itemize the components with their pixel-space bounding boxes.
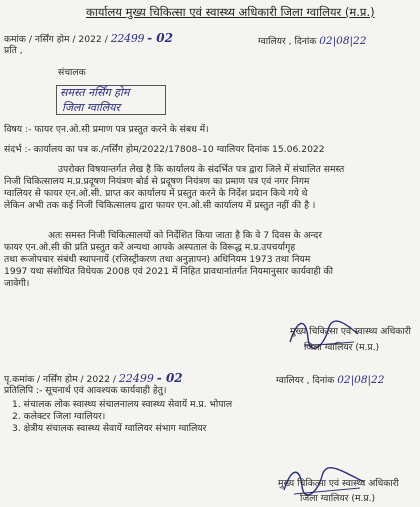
copy-date-line: [276, 374, 384, 387]
copy-ref: [4, 372, 183, 386]
copy-recipient-item: 2. कलेक्टर जिला ग्वालियर।: [12, 411, 106, 422]
prati-label: प्रति ,: [4, 45, 23, 56]
letter-ref-hand-number: 22499: [110, 32, 145, 45]
para1-line: उपरोक्त विषयान्तर्गत लेख है कि कार्यालय के संदर्भित पत्र द्वारा जिले में संचालित समस्त: [58, 164, 345, 175]
copy-ref-prefix: पृ.कमांक / नर्सिंग होम / 2022 /: [4, 374, 116, 385]
signatory-district-2: जिला ग्वालियर (म.प्र.): [300, 493, 376, 504]
para2-line: तथा रूजोपचार संबंधी स्थापनायें (रजिस्ट्रीकरण तथा अनुज्ञापन) अधिनियम 1973 तथा नियम: [4, 254, 311, 265]
letter-ref-hand-suffix: - 02: [147, 31, 173, 45]
letter-date-hand: 02|08|22: [319, 35, 367, 47]
letter-date-label: ग्वालियर , दिनांक: [258, 36, 317, 47]
reference-line: संदर्भ :- कार्यालय का पत्र क./नर्सिंग होम/2022/17808–10 ग्वालियर दिनांक 15.06.2022: [4, 144, 325, 155]
signatory-district-1: जिला ग्वालियर (म.प्र.): [304, 342, 380, 353]
signatory-designation-1: मुख्य चिकित्सा एवं स्वास्थ्य अधिकारी: [290, 326, 411, 337]
copy-date-hand: 02|08|22: [337, 374, 385, 386]
para2-line: अतः समस्त निजी चिकित्सालयों को निर्देशित किया जाता है कि वे 7 दिवस के अन्दर: [48, 230, 323, 241]
para2-line: फायर एन.ओ.सी की प्रति प्रस्तुत करें अन्यथा आपके अस्पताल के विरूद्ध म.प्र.उपचर्यागृह: [4, 242, 296, 253]
signatory-designation-2: मुख्य चिकित्सा एवं स्वास्थ्य अधिकारी: [278, 478, 399, 489]
addressee-hand-line1: समस्त नर्सिंग होम: [60, 86, 130, 99]
para1-line: लेकिन अभी तक कई निजी चिकित्सालय द्वारा फायर एन.ओ.सी कार्यालय में प्रस्तुत नहीं की है ।: [4, 200, 316, 211]
paragraph-1: [0, 164, 420, 212]
copy-date-label: ग्वालियर , दिनांक: [276, 375, 335, 386]
para1-line: ग्वालियर से फायर एन.ओ.सी. प्राप्त कर कार्यालय में प्रस्तुत करने के निर्देश प्रदान किये गये थे: [4, 188, 308, 199]
addressee-title: संचालक: [58, 67, 86, 78]
copy-ref-hand-number: 22499: [118, 372, 154, 385]
subject-line: विषय :- फायर एन.ओ.सी प्रमाण पत्र प्रस्तुत करने के संबध में।: [4, 124, 209, 135]
letter-date-line: [258, 35, 366, 48]
letter-ref-prefix: कमांक / नर्सिंग होम / 2022 /: [4, 34, 108, 45]
copy-recipient-item: 1. संचालक लोक स्वास्थ्य संचालनालय स्वास्थ्य सेवायें म.प्र. भोपाल: [12, 399, 233, 410]
copy-recipient-item: 3. क्षेत्रीय संचालक स्वास्थ्य सेवायें ग्वालियर संभाग ग्वालियर: [12, 423, 207, 434]
letter-ref: [4, 32, 173, 46]
paragraph-2: [0, 230, 420, 290]
copy-recipient-list: [12, 399, 232, 435]
para1-line: निजी चिकित्सालय म.प्र.प्रदूषण नियंत्रण बोर्ड से प्रदूषण नियंत्रण का प्रमाण पत्र एवं नगर निगम: [4, 176, 310, 187]
copy-ref-hand-suffix: - 02: [156, 371, 183, 385]
para2-line: जावेगी।: [4, 278, 30, 289]
office-header-title: कार्यालय मुख्य चिकित्सा एवं स्वास्थ्य अधिकारी जिला ग्वालियर (म.प्र.): [86, 5, 375, 19]
copy-to-line: प्रतिलिपि :- सूचनार्थ एवं आवश्यक कार्यवाही हेतु।: [4, 385, 167, 396]
addressee-hand-line2: जिला ग्वालियर: [62, 101, 121, 114]
para2-line: 1997 यथा संशोधित विधेयक 2008 एवं 2021 में निहित प्रावधानांतर्गत नियमानुसार कार्यवाही की: [4, 266, 333, 277]
